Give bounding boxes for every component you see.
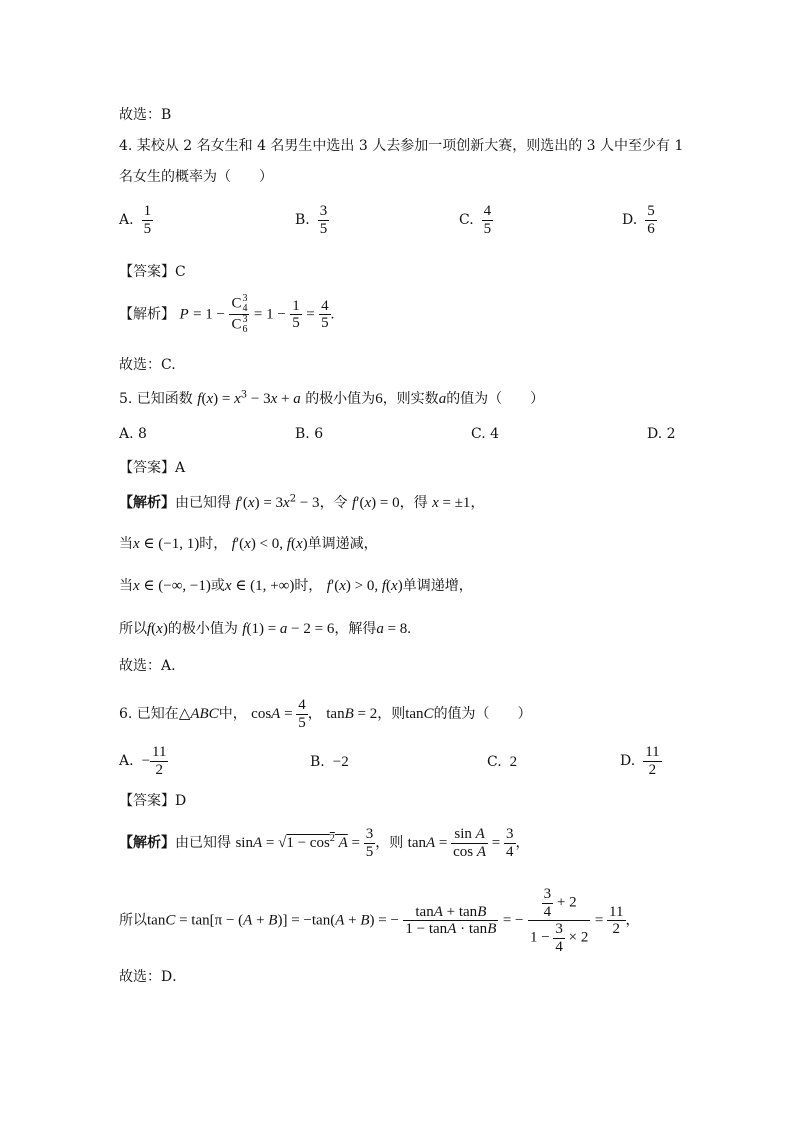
q6-answer: 【答案】D	[119, 793, 187, 809]
fraction: $\frac{3}{4}$	[506, 826, 514, 860]
fraction: $\frac{\tan A + \tan B}{1 - \tan A \cdot \tan B}$	[405, 903, 497, 937]
fraction: $\frac{1}{5}$	[292, 297, 300, 331]
fraction: $\frac{4}{5}$	[298, 697, 306, 731]
q6-analysis-line2: 所以tanC = tan[π − (A + B)] = −tan(A + B) = − $\frac{\tan A + \tan B}{1 - \tan A \cdot \tan B}$ = − $\frac{3}{4}$ + 2 1 − $\frac{3}{4}$ × 2 = $\frac{11}{2}$ ，	[119, 886, 640, 955]
fraction: $\frac{11}{2}$	[645, 744, 660, 778]
fraction: $\frac{1}{5}$	[143, 203, 152, 237]
q5-analysis-line1: 【解析】由已知得 $f'(x) = 3x^2 - 3$，令 f′(x) = 0，得 x = ±1，	[119, 493, 485, 511]
fraction: $\frac{4}{5}$	[483, 203, 492, 237]
q4-option-d: D. $\frac{5}{6}$	[622, 203, 655, 237]
fraction: $\frac{\text{sin A}}{\text{cos A}}$	[453, 826, 487, 860]
q6-analysis-line1: 【解析】由已知得 $\sin A = √1 - \cos^2 A$ = $\frac{3}{5}$ ，则 tanA = $\frac{\text{sin A}}{\text{cos A}}$ = $\frac{3}{4}$ ，	[119, 826, 530, 860]
prev-answer: 故选：B	[119, 107, 172, 123]
fraction: C 3 4 C 3 6	[231, 293, 248, 335]
q4-option-a: A. $\frac{1}{5}$	[119, 203, 152, 237]
q4-option-c: C. $\frac{4}{5}$	[459, 203, 492, 237]
q4-stem-line2: 名女生的概率为（ ）	[119, 169, 273, 185]
q5-conclusion: 故选：A.	[119, 658, 176, 674]
q5-analysis-line3: 当x ∈ (−∞, −1)或x ∈ (1, +∞)时， f′(x) > 0, f(x)单调递增，	[119, 578, 473, 594]
fraction: $\frac{5}{6}$	[647, 203, 655, 237]
fraction: $\frac{11}{2}$	[609, 903, 624, 937]
q6-option-d: D. $\frac{11}{2}$	[620, 744, 660, 778]
q4-option-b: B. $\frac{3}{5}$	[295, 203, 328, 237]
q4-analysis: 【解析】 P = 1 − C 3 4 C 3 6 = 1 − $\frac{1}{5}$ = $\frac{4}{5}$ .	[119, 293, 335, 335]
fraction: $\frac{3}{4}$ + 2 1 − $\frac{3}{4}$ × 2	[529, 886, 589, 955]
q6-option-c: C. 2	[487, 754, 518, 770]
q4-conclusion: 故选：C.	[119, 357, 176, 373]
q4-stem-line1: 4. 某校从 2 名女生和 4 名男生中选出 3 人去参加一项创新大赛，则选出的 3 人中至少有 1	[119, 138, 684, 154]
q5-option-b: B. 6	[295, 426, 324, 442]
q4-answer: 【答案】C	[119, 264, 186, 280]
q5-option-d: D. 2	[647, 426, 676, 442]
fraction: $\frac{3}{5}$	[319, 203, 328, 237]
q6-conclusion: 故选：D．	[119, 969, 187, 985]
q5-answer: 【答案】A	[119, 460, 186, 476]
q5-analysis-line2: 当x ∈ (−1, 1)时， f′(x) < 0, f(x)单调递减，	[119, 536, 378, 552]
q6-option-b: B. −2	[310, 754, 349, 770]
q6-option-a: A. − $\frac{11}{2}$	[119, 744, 167, 778]
q5-option-a: A. 8	[119, 426, 147, 442]
fraction: $\frac{11}{2}$	[152, 744, 167, 778]
fraction: $\frac{4}{5}$	[321, 297, 329, 331]
fraction: $\frac{3}{5}$	[365, 826, 374, 860]
q5-stem: 5. 已知函数 $f(x) = x^3 - 3x + a$ 的极小值为6，则实数a的值为（ ）	[119, 389, 545, 407]
q6-stem: 6. 已知在△ABC中， cosA = $\frac{4}{5}$ ， tanB = 2，则tanC的值为（ ）	[119, 697, 532, 731]
q5-option-c: C. 4	[471, 426, 500, 442]
q5-analysis-line4: 所以f(x)的极小值为 f(1) = a − 2 = 6，解得a = 8.	[119, 621, 412, 637]
